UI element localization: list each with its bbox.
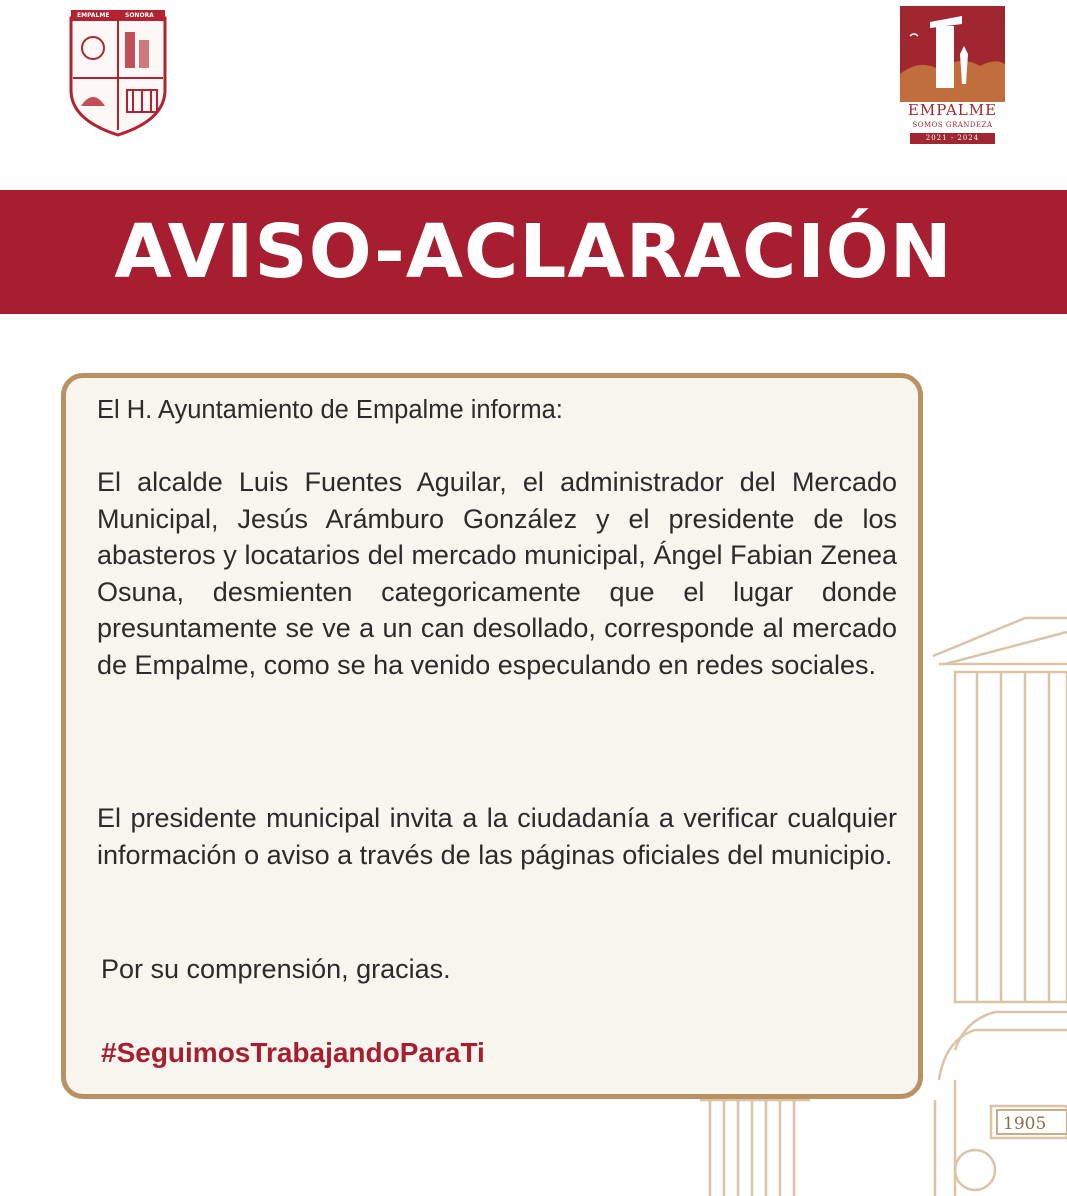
empalme-crest-logo [67, 6, 169, 138]
banner-title: AVISO-ACLARACIÓN [114, 209, 953, 295]
train-plate-number: 1905 [1003, 1114, 1047, 1134]
crest-text-right: SONORA [125, 12, 154, 19]
notice-paragraph-2: El presidente municipal invita a la ciudadanía a verificar cualquier información o aviso a través de las páginas oficiales del municipio. [97, 803, 897, 870]
lamppost-lineart-icon [690, 1090, 830, 1196]
admin-logo-name: EMPALME [907, 101, 998, 119]
administration-logo [900, 6, 1005, 150]
notice-closing: Por su comprensión, gracias. [101, 954, 451, 984]
notice-paragraph-1: El alcalde Luis Fuentes Aguilar, el administrador del Mercado Municipal, Jesús Arámburo González y el presidente de los abasteros y locatarios del mercado municipal, Ángel Fabian Zenea Osuna, desmienten categoricamente que el lugar donde presuntamente se ve a un can desollado, corresponde al mercado de Empalme, como se ha venido especulando en redes sociales. [97, 467, 897, 680]
monument-lineart-icon [915, 610, 1067, 1196]
admin-logo-slogan: SOMOS GRANDEZA [912, 121, 993, 129]
admin-logo-years: 2021 - 2024 [910, 133, 995, 144]
title-banner [0, 190, 1067, 314]
crest-text-left: EMPALME [77, 12, 110, 19]
monument-emblem-icon [900, 6, 1005, 102]
campaign-hashtag: #SeguimosTrabajandoParaTi [101, 1037, 485, 1068]
notice-intro: El H. Ayuntamiento de Empalme informa: [97, 396, 563, 424]
